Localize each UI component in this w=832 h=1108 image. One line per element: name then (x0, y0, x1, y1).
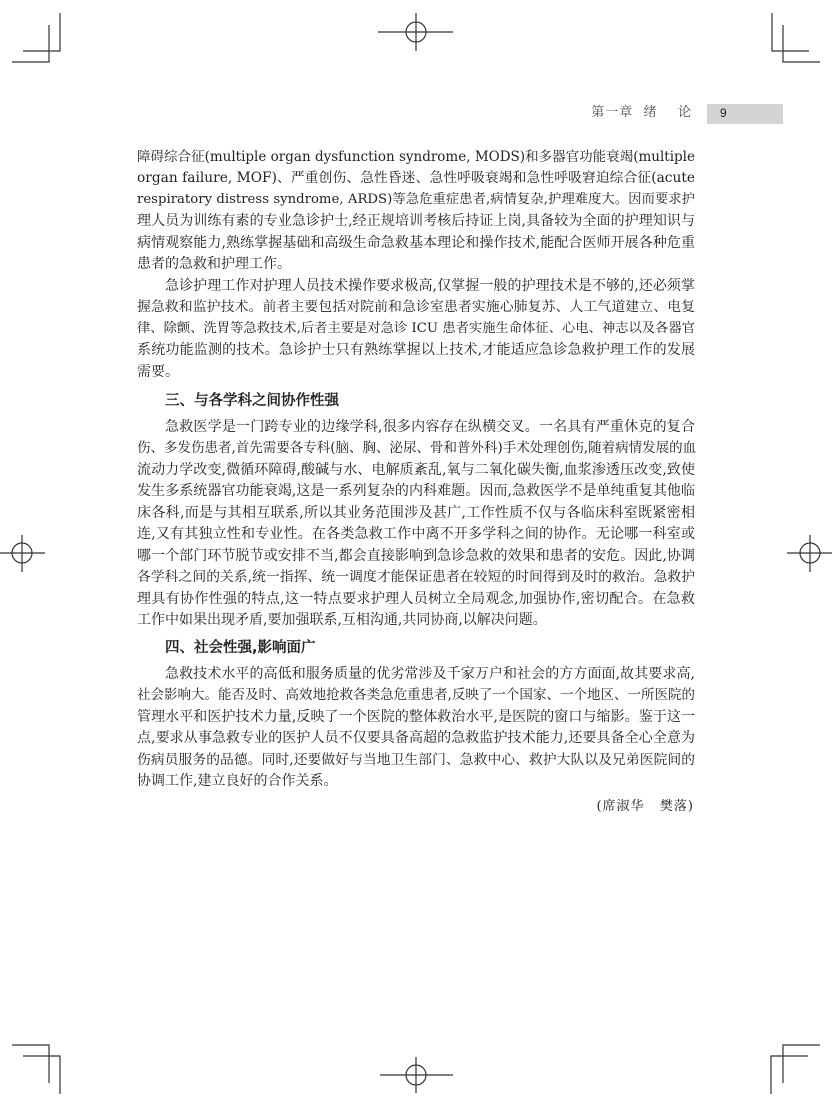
text-line: 需要。 (137, 364, 179, 380)
section-heading-3: 三、与各学科之间协作性强 (165, 393, 339, 409)
crop-mark-bottom-left (12, 1045, 60, 1094)
crop-mark-bottom-right (771, 1045, 820, 1094)
page-number-box (707, 104, 783, 124)
text-line: 伤、多发伤患者,首先需要各专科(脑、胸、泌尿、骨和普外科)手术处理创伤,随着病情发展的血 (137, 440, 697, 456)
text-line: 管理水平和医护技术力量,反映了一个医院的整体救治水平,是医院的窗口与缩影。鉴于这一 (137, 709, 695, 725)
text-line: 流动力学改变,微循环障碍,酸碱与水、电解质紊乱,氧与二氧化碳失衡,血浆渗透压改变,致使 (137, 462, 695, 478)
running-header-chapter: 第一章 绪 论 (591, 105, 692, 120)
text-line: 系统功能监测的技术。急诊护士只有熟练掌握以上技术,才能适应急诊急救护理工作的发展 (137, 342, 695, 358)
text-line: 床各科,而是与其相互联系,所以其业务范围涉及甚广,工作性质不仅与各临床科室既紧密相 (137, 505, 695, 521)
text-line: 发生多系统器官功能衰竭,这是一系列复杂的内科难题。因而,急救医学不是单纯重复其他临 (137, 483, 695, 499)
text-line: 伤病员服务的品德。同时,还要做好与当地卫生部门、急救中心、救护大队以及兄弟医院间的 (137, 752, 695, 768)
author-signature: (席淑华 樊落) (596, 799, 694, 814)
section-heading-4: 四、社会性强,影响面广 (165, 640, 316, 656)
page-number: 9 (720, 106, 727, 120)
registration-mark-top (378, 13, 453, 51)
text-line: 哪一个部门环节脱节或安排不当,都会直接影响到急诊急救的效果和患者的安危。因此,协调 (137, 548, 695, 564)
text-line: 点,要求从事急救专业的医护人员不仅要具备高超的急救监护技术能力,还要具备全心全意为 (137, 730, 695, 746)
text-line: 理人员为训练有素的专业急诊护士,经正规培训考核后持证上岗,具备较为全面的护理知识与 (137, 213, 695, 229)
text-line: 急诊护理工作对护理人员技术操作要求极高,仅掌握一般的护理技术是不够的,还必须掌 (165, 278, 695, 294)
crop-mark-top-left (12, 13, 60, 62)
text-line: 连,又有其独立性和专业性。在各类急救工作中离不开多学科之间的协作。无论哪一科室或 (137, 526, 695, 542)
text-line: 社会影响大。能否及时、高效地抢救各类急危重患者,反映了一个国家、一个地区、一所医院的 (137, 687, 695, 703)
text-line: 协调工作,建立良好的合作关系。 (137, 773, 338, 789)
text-line: 律、除颤、洗胃等急救技术,后者主要是对急诊 ICU 患者实施生命体征、心电、神志以及各器官 (137, 321, 695, 336)
text-line: 理具有协作性强的特点,这一特点要求护理人员树立全局观念,加强协作,密切配合。在急救 (137, 591, 695, 607)
text-line: 工作中如果出现矛盾,要加强联系,互相沟通,共同协商,以解决问题。 (137, 612, 547, 628)
text-line: 病情观察能力,熟练掌握基础和高级生命急救基本理论和操作技术,能配合医师开展各种危重 (137, 235, 695, 251)
registration-mark-right (787, 535, 832, 572)
registration-mark-bottom (380, 1057, 453, 1093)
text-line: 各学科之间的关系,统一指挥、统一调度才能保证患者在较短的时间得到及时的救治。急救护 (137, 569, 695, 585)
text-line: 障碍综合征(multiple organ dysfunction syndrome, MODS)和多器官功能衰竭(multiple (137, 149, 695, 165)
text-line: 急救医学是一门跨专业的边缘学科,很多内容存在纵横交叉。一名具有严重休克的复合 (165, 419, 695, 435)
text-line: respiratory distress syndrome, ARDS)等急危重症患者,病情复杂,护理难度大。因而要求护 (137, 192, 695, 207)
text-line: 握急救和监护技术。前者主要包括对院前和急诊室患者实施心肺复苏、人工气道建立、电复 (137, 299, 695, 315)
crop-mark-top-right (772, 13, 820, 62)
text-line: 患者的急救和护理工作。 (137, 256, 291, 272)
text-line: organ failure, MOF)、严重创伤、急性昏迷、急性呼吸衰竭和急性呼吸窘迫综合征(acute (137, 170, 695, 186)
text-line: 急救技术水平的高低和服务质量的优劣常涉及千家万户和社会的方方面面,故其要求高, (165, 666, 695, 682)
registration-mark-left (0, 535, 45, 572)
